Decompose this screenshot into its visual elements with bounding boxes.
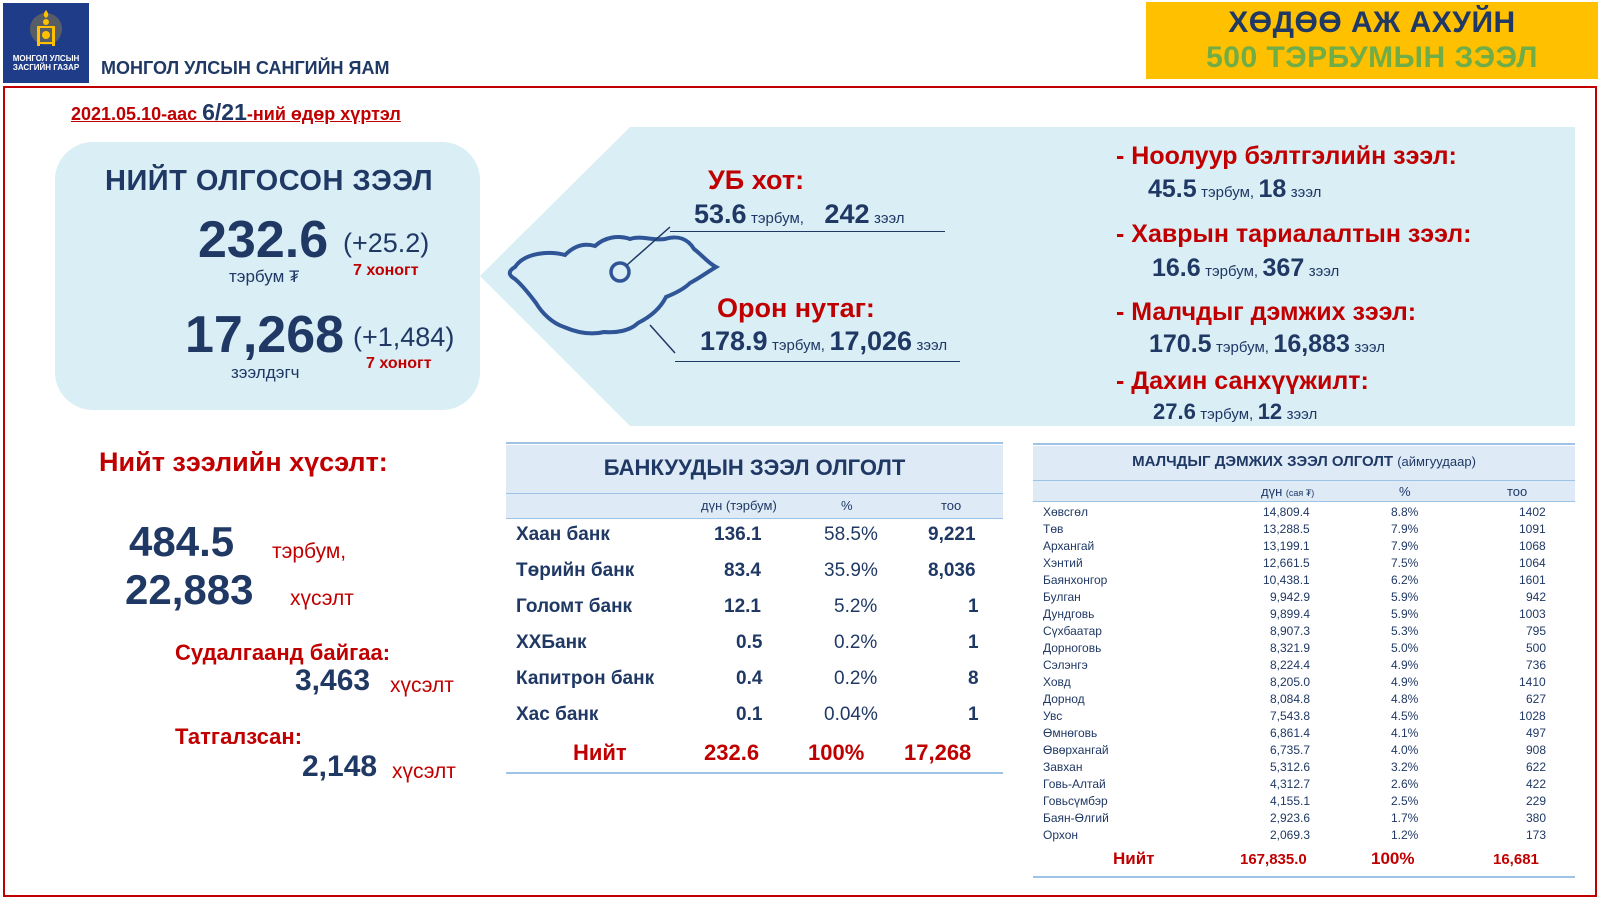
bank-name: Капитрон банк <box>516 668 655 689</box>
herders-table-title-main: МАЛЧДЫГ ДЭМЖИХ ЗЭЭЛ ОЛГОЛТ <box>1132 453 1394 470</box>
banks-col-amount: дүн (тэрбум) <box>701 498 777 513</box>
table-row <box>506 560 1003 596</box>
aimag-count: 736 <box>1526 658 1547 672</box>
category-count-unit: зээл <box>1286 406 1318 423</box>
aimag-count: 1003 <box>1519 607 1546 621</box>
aimag-name: Ховд <box>1043 675 1071 689</box>
category-title: - Малчдыг дэмжих зээл: <box>1116 298 1417 326</box>
table-row <box>506 668 1003 704</box>
aimag-name: Архангай <box>1043 539 1095 553</box>
aimag-name: Сүхбаатар <box>1043 624 1102 638</box>
bank-total-count: 17,268 <box>904 740 972 765</box>
banks-table-title: БАНКУУДЫН ЗЭЭЛ ОЛГОЛТ <box>603 455 906 480</box>
aimag-name: Сэлэнгэ <box>1043 658 1088 672</box>
table-row <box>1033 641 1575 658</box>
category-count-unit: зээл <box>1354 339 1385 356</box>
aimag-amount: 8,084.8 <box>1270 692 1311 706</box>
aimag-count: 422 <box>1526 777 1547 791</box>
rejected-value: 2,148 <box>302 750 378 783</box>
category-count: 367 <box>1262 254 1305 282</box>
herders-total-count: 16,681 <box>1493 851 1539 868</box>
ub-underline <box>670 231 945 232</box>
banks-col-pct: % <box>841 498 853 513</box>
aimag-count: 229 <box>1526 794 1547 808</box>
total-amount-unit: тэрбум ₮ <box>229 267 300 286</box>
aimag-count: 497 <box>1526 726 1547 740</box>
aimag-name: Өвөрхангай <box>1043 743 1109 757</box>
logo-text-line1: МОНГОЛ УЛСЫН <box>12 54 80 63</box>
bank-count: 1 <box>968 632 979 653</box>
rural-count: 17,026 <box>829 326 913 356</box>
aimag-amount: 9,899.4 <box>1270 607 1311 621</box>
table-row <box>1033 590 1575 607</box>
table-row <box>506 596 1003 632</box>
aimag-pct: 5.9% <box>1391 607 1419 621</box>
category-amount-unit: тэрбум, <box>1216 339 1269 356</box>
aimag-pct: 4.0% <box>1391 743 1419 757</box>
table-row <box>506 704 1003 740</box>
aimag-name: Хөвсгөл <box>1043 505 1088 519</box>
aimag-pct: 4.8% <box>1391 692 1419 706</box>
table-row <box>1033 624 1575 641</box>
aimag-name: Говь-Алтай <box>1043 777 1106 791</box>
bank-pct: 0.2% <box>834 632 878 653</box>
under-review-value: 3,463 <box>295 664 371 697</box>
bank-count: 1 <box>968 704 979 725</box>
aimag-count: 942 <box>1526 590 1547 604</box>
banner-title-line2: 500 ТЭРБУМЫН ЗЭЭЛ <box>1206 41 1538 74</box>
aimag-pct: 5.9% <box>1391 590 1419 604</box>
total-amount-value: 232.6 <box>198 211 329 269</box>
category-count: 18 <box>1258 175 1287 203</box>
requests-amount: 484.5 <box>129 518 235 565</box>
bank-amount: 83.4 <box>724 560 761 581</box>
bank-count: 8 <box>968 668 979 689</box>
aimag-amount: 14,809.4 <box>1263 505 1310 519</box>
ub-count: 242 <box>824 199 870 229</box>
logo-text <box>3 54 89 72</box>
table-total-row <box>506 740 1003 776</box>
aimag-amount: 8,205.0 <box>1270 675 1311 689</box>
category-count-unit: зээл <box>1290 184 1322 201</box>
aimag-name: Өмнөговь <box>1043 726 1098 740</box>
bank-name: ХХБанк <box>516 632 587 653</box>
aimag-count: 622 <box>1526 760 1547 774</box>
ub-label: УБ хот: <box>708 165 805 195</box>
aimag-pct: 7.9% <box>1391 539 1419 553</box>
table-row <box>506 632 1003 668</box>
total-borrowers-value: 17,268 <box>185 306 345 364</box>
herders-col-count: тоо <box>1507 484 1528 499</box>
aimag-pct: 8.8% <box>1391 505 1419 519</box>
aimag-amount: 5,312.6 <box>1270 760 1311 774</box>
table-row <box>1033 794 1575 811</box>
rejected-label: Татгалзсан: <box>175 724 303 749</box>
aimag-pct: 5.3% <box>1391 624 1419 638</box>
aimag-pct: 4.1% <box>1391 726 1419 740</box>
aimag-pct: 1.2% <box>1391 828 1419 842</box>
bank-name: Төрийн банк <box>516 560 635 581</box>
aimag-amount: 8,321.9 <box>1270 641 1311 655</box>
table-row <box>1033 658 1575 675</box>
table-row <box>1033 828 1575 845</box>
aimag-name: Баянхонгор <box>1043 573 1108 587</box>
aimag-name: Завхан <box>1043 760 1083 774</box>
ub-amount: 53.6 <box>694 199 747 229</box>
table-row <box>1033 811 1575 828</box>
period-suffix: -ний өдөр хүртэл <box>246 104 401 124</box>
bank-amount: 0.4 <box>736 668 763 689</box>
panel-background <box>480 127 1575 426</box>
table-row <box>1033 675 1575 692</box>
ministry-name: МОНГОЛ УЛСЫН САНГИЙН ЯАМ <box>101 58 390 78</box>
requests-count-unit: хүсэлт <box>290 587 354 610</box>
aimag-amount: 8,907.3 <box>1270 624 1311 638</box>
rural-count-unit: зээл <box>916 337 948 354</box>
table-row <box>506 524 1003 560</box>
aimag-pct: 4.5% <box>1391 709 1419 723</box>
aimag-name: Дорноговь <box>1043 641 1102 655</box>
aimag-count: 1064 <box>1519 556 1546 570</box>
total-amount-weekly-change: (+25.2) <box>343 228 430 258</box>
aimag-name: Хэнтий <box>1043 556 1083 570</box>
aimag-amount: 12,661.5 <box>1263 556 1310 570</box>
category-amount-unit: тэрбум, <box>1200 406 1254 423</box>
aimag-amount: 2,923.6 <box>1270 811 1311 825</box>
aimag-amount: 13,199.1 <box>1263 539 1310 553</box>
table-row <box>1033 505 1575 522</box>
aimag-pct: 4.9% <box>1391 675 1419 689</box>
aimag-amount: 7,543.8 <box>1270 709 1311 723</box>
region-breakdown-panel <box>480 127 1575 426</box>
herders-col-amount-label: дүн <box>1261 484 1283 499</box>
aimag-amount: 6,735.7 <box>1270 743 1311 757</box>
total-loans-title: НИЙТ ОЛГОСОН ЗЭЭЛ <box>105 165 434 197</box>
category-count-unit: зээл <box>1308 263 1340 280</box>
under-review-unit: хүсэлт <box>390 674 454 697</box>
table-total-row <box>1033 849 1575 873</box>
category-values <box>1148 175 1321 204</box>
category-amount: 16.6 <box>1152 254 1201 282</box>
government-logo <box>3 3 89 83</box>
bank-total-label: Нийт <box>573 740 627 765</box>
table-row <box>1033 539 1575 556</box>
aimag-count: 627 <box>1526 692 1547 706</box>
category-title: - Хаврын тариалалтын зээл: <box>1116 220 1472 248</box>
bank-pct: 5.2% <box>834 596 878 617</box>
total-amount-week-label: 7 хоногт <box>353 262 419 279</box>
aimag-count: 1402 <box>1519 505 1546 519</box>
aimag-name: Орхон <box>1043 828 1079 842</box>
herders-col-amount <box>1261 484 1314 499</box>
aimag-count: 795 <box>1526 624 1547 638</box>
herders-total-amount: 167,835.0 <box>1240 851 1307 868</box>
aimag-name: Төв <box>1043 522 1064 536</box>
total-borrowers-weekly-change: (+1,484) <box>353 322 455 352</box>
bank-amount: 0.1 <box>736 704 763 725</box>
requests-title: Нийт зээлийн хүсэлт: <box>99 447 388 477</box>
aimag-amount: 10,438.1 <box>1263 573 1310 587</box>
aimag-pct: 6.2% <box>1391 573 1419 587</box>
category-values <box>1152 254 1339 283</box>
bank-name: Хаан банк <box>516 524 610 545</box>
total-borrowers-week-label: 7 хоногт <box>366 355 432 372</box>
herders-table-subtitle: (аймгуудаар) <box>1397 454 1476 469</box>
aimag-pct: 4.9% <box>1391 658 1419 672</box>
rejected-unit: хүсэлт <box>392 760 456 783</box>
category-values <box>1149 330 1385 359</box>
herders-table-top-rule <box>1033 443 1575 445</box>
aimag-count: 500 <box>1526 641 1547 655</box>
bank-count: 1 <box>968 596 979 617</box>
bank-amount: 0.5 <box>736 632 763 653</box>
bank-pct: 58.5% <box>824 524 878 545</box>
table-row <box>1033 743 1575 760</box>
banner-title-line1: ХӨДӨӨ АЖ АХУЙН <box>1228 6 1516 39</box>
table-row <box>1033 726 1575 743</box>
period-prefix: 2021.05.10-аас <box>71 104 203 124</box>
aimag-name: Дундговь <box>1043 607 1095 621</box>
bank-total-amount: 232.6 <box>704 740 760 765</box>
aimag-amount: 4,312.7 <box>1270 777 1311 791</box>
table-row <box>1033 709 1575 726</box>
aimag-count: 173 <box>1526 828 1547 842</box>
aimag-pct: 5.0% <box>1391 641 1419 655</box>
aimag-pct: 2.5% <box>1391 794 1419 808</box>
total-borrowers-unit: зээлдэгч <box>231 363 300 382</box>
category-values <box>1153 399 1317 425</box>
bank-count: 8,036 <box>928 560 976 581</box>
aimag-pct: 1.7% <box>1391 811 1419 825</box>
banks-table <box>506 442 1003 776</box>
logo-text-line2: ЗАСГИЙН ГАЗАР <box>12 63 80 72</box>
aimag-name: Увс <box>1043 709 1063 723</box>
rural-label: Орон нутаг: <box>717 293 875 323</box>
bank-pct: 0.2% <box>834 668 878 689</box>
aimag-amount: 13,288.5 <box>1263 522 1310 536</box>
category-count: 12 <box>1257 399 1283 424</box>
herders-col-pct: % <box>1399 484 1411 499</box>
bank-name: Хас банк <box>516 704 599 725</box>
category-amount: 45.5 <box>1148 175 1197 203</box>
category-count: 16,883 <box>1273 330 1350 358</box>
table-row <box>1033 777 1575 794</box>
report-period <box>71 99 401 126</box>
table-row <box>1033 607 1575 624</box>
rural-amount: 178.9 <box>700 326 768 356</box>
category-amount: 27.6 <box>1153 399 1196 424</box>
bank-amount: 136.1 <box>714 524 762 545</box>
bank-amount: 12.1 <box>724 596 761 617</box>
soyombo-emblem-icon <box>29 7 63 51</box>
aimag-amount: 2,069.3 <box>1270 828 1311 842</box>
aimag-amount: 9,942.9 <box>1270 590 1311 604</box>
bank-name: Голомт банк <box>516 596 633 617</box>
title-banner <box>1146 2 1598 79</box>
category-amount: 170.5 <box>1149 330 1212 358</box>
rural-amount-unit: тэрбум, <box>772 337 825 354</box>
rural-underline <box>675 361 960 362</box>
aimag-count: 1410 <box>1519 675 1546 689</box>
rural-values <box>700 326 947 357</box>
aimag-pct: 3.2% <box>1391 760 1419 774</box>
banks-table-bottom-rule <box>506 772 1003 774</box>
aimag-count: 1028 <box>1519 709 1546 723</box>
herders-total-pct: 100% <box>1371 849 1415 868</box>
category-title: - Дахин санхүүжилт: <box>1116 367 1369 395</box>
aimag-count: 380 <box>1526 811 1547 825</box>
banks-table-top-rule <box>506 442 1003 444</box>
table-row <box>1033 573 1575 590</box>
herders-table-title <box>1033 453 1575 470</box>
period-end-date: 6/21 <box>202 99 247 125</box>
aimag-name: Булган <box>1043 590 1081 604</box>
requests-amount-unit: тэрбум, <box>272 540 347 563</box>
aimag-pct: 7.9% <box>1391 522 1419 536</box>
requests-count: 22,883 <box>125 566 254 613</box>
aimag-count: 1068 <box>1519 539 1546 553</box>
herders-table <box>1033 443 1575 879</box>
bank-pct: 35.9% <box>824 560 878 581</box>
banks-col-count: тоо <box>941 498 962 513</box>
aimag-amount: 6,861.4 <box>1270 726 1311 740</box>
herders-table-bottom-rule <box>1033 876 1575 878</box>
aimag-amount: 4,155.1 <box>1270 794 1311 808</box>
category-amount-unit: тэрбум, <box>1201 184 1255 201</box>
bank-count: 9,221 <box>928 524 976 545</box>
table-row <box>1033 760 1575 777</box>
bank-pct: 0.04% <box>824 704 878 725</box>
herders-total-label: Нийт <box>1113 849 1155 868</box>
aimag-amount: 8,224.4 <box>1270 658 1311 672</box>
aimag-pct: 7.5% <box>1391 556 1419 570</box>
table-row <box>1033 522 1575 539</box>
aimag-name: Баян-Өлгий <box>1043 811 1109 825</box>
aimag-count: 1601 <box>1519 573 1546 587</box>
bank-total-pct: 100% <box>808 740 865 765</box>
aimag-count: 908 <box>1526 743 1547 757</box>
table-row <box>1033 692 1575 709</box>
aimag-name: Дорнод <box>1043 692 1085 706</box>
aimag-pct: 2.6% <box>1391 777 1419 791</box>
category-amount-unit: тэрбум, <box>1205 263 1259 280</box>
ub-amount-unit: тэрбум, <box>751 210 804 227</box>
table-row <box>1033 556 1575 573</box>
under-review-label: Судалгаанд байгаа: <box>175 640 391 665</box>
category-title: - Ноолуур бэлтгэлийн зээл: <box>1116 142 1457 170</box>
ub-count-unit: зээл <box>873 210 905 227</box>
ub-values <box>694 199 905 230</box>
herders-col-amount-unit: (сая ₮) <box>1285 488 1315 498</box>
aimag-count: 1091 <box>1519 522 1546 536</box>
aimag-name: Говьсүмбэр <box>1043 794 1108 808</box>
